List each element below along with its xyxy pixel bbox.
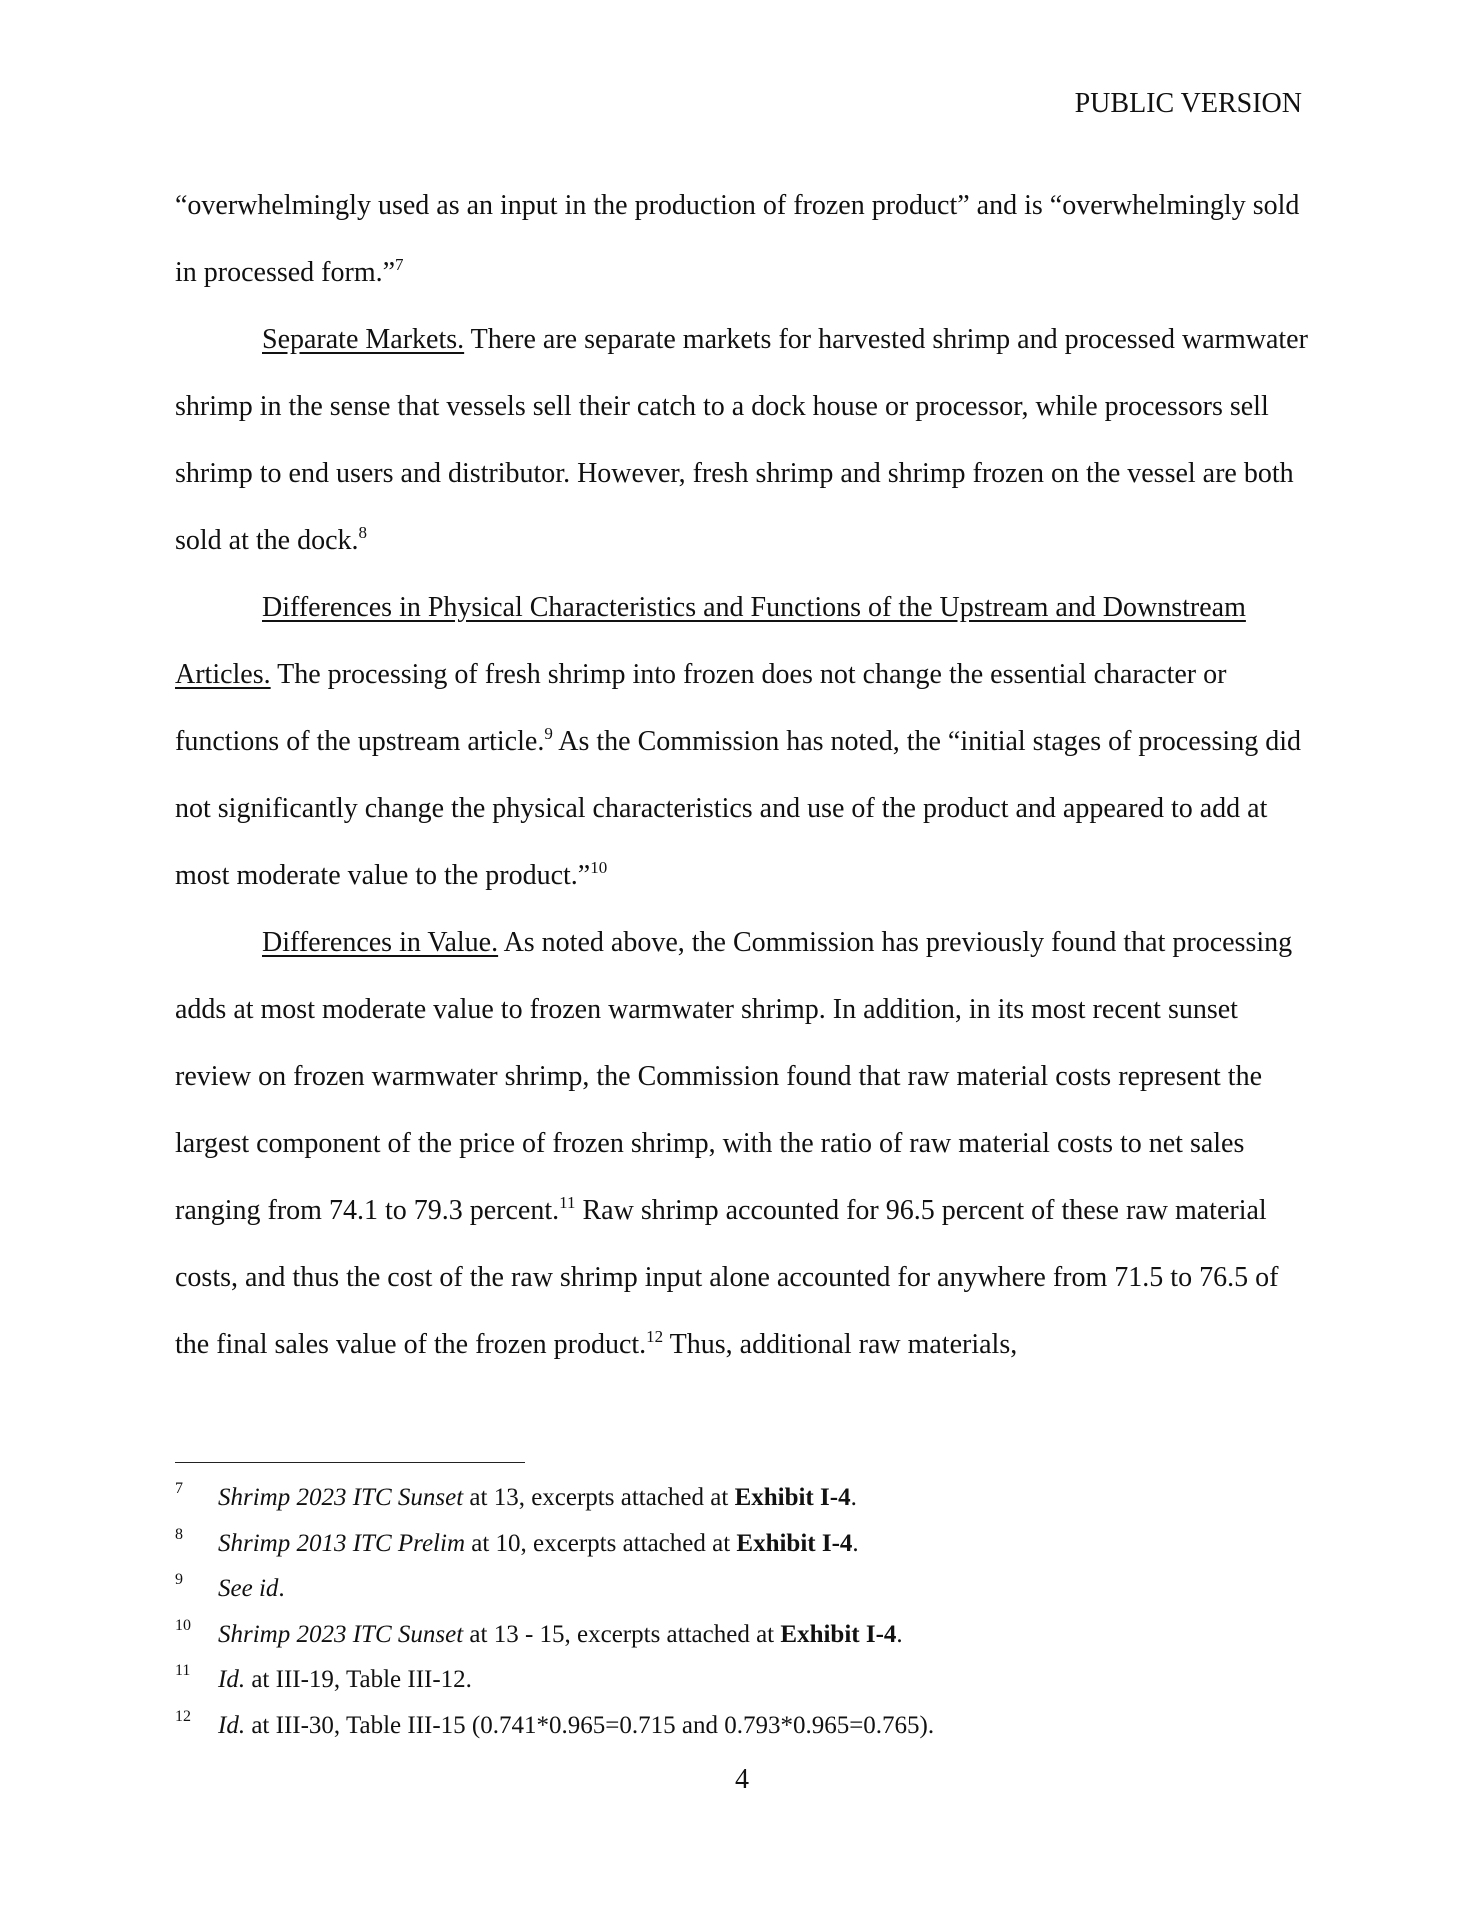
citation-end: . (852, 1529, 859, 1557)
footnote-ref: 12 (646, 1327, 664, 1346)
paragraph-separate-markets (175, 306, 1310, 574)
paragraph-text: Raw shrimp accounted for 96.5 percent of these raw material costs, and thus the cost of the raw shrimp input alone accounted for anywhere from 71.5 to 76.5 of the final sales value of the frozen product. (175, 1195, 1279, 1360)
citation-end: . (896, 1620, 903, 1648)
citation-title: Id. (218, 1711, 246, 1739)
footnote-number: 12 (175, 1707, 191, 1725)
footnote-ref: 11 (559, 1193, 576, 1212)
citation-detail: at 10, excerpts attached at (465, 1529, 737, 1557)
citation-detail: at III-30, Table III-15 (0.741*0.965=0.715 and 0.793*0.965=0.765). (245, 1711, 935, 1739)
footnote-text (218, 1475, 857, 1521)
citation-title: Id. (218, 1666, 246, 1693)
page-number: 4 (735, 1764, 749, 1795)
exhibit-ref: Exhibit I-4 (736, 1529, 853, 1557)
paragraph-text: As the Commission has noted, the “initial stages of processing did not significantly change the physical characteristics and use of the product and appeared to add at most moderate value to the product.” (175, 726, 1301, 891)
footnote (175, 1703, 1310, 1749)
footnote-number: 8 (175, 1525, 183, 1543)
citation-title: Shrimp 2013 ITC Prelim (218, 1529, 465, 1557)
citation-detail: at 13 - 15, excerpts attached at (463, 1620, 781, 1648)
citation-title: See id (218, 1575, 279, 1602)
paragraph-text: There are separate markets for harvested shrimp and processed warmwater shrimp in the sense that vessels sell their catch to a dock house or processor, while processors sell shrimp to end users and distributor. However, fresh shrimp and shrimp frozen on the vessel are both sold at the dock. (175, 324, 1308, 556)
citation-title: Shrimp 2023 ITC Sunset (218, 1620, 464, 1648)
footnote-ref: 9 (544, 724, 553, 743)
citation-end: . (850, 1484, 857, 1511)
section-heading: Separate Markets. (262, 324, 465, 355)
citation-detail: at III-19, Table III-12. (245, 1666, 472, 1693)
citation-title: Shrimp 2023 ITC Sunset (218, 1484, 464, 1511)
footnote-text (218, 1703, 934, 1749)
footnote (175, 1566, 1310, 1612)
footnote-number: 7 (175, 1480, 183, 1497)
footnote-ref: 7 (395, 255, 404, 274)
document-body (175, 172, 1310, 1378)
footnote (175, 1612, 1310, 1658)
paragraph-text: As noted above, the Commission has previously found that processing adds at most moderate value to frozen warmwater shrimp. In addition, in its most recent sunset review on frozen warmwater shrimp, the Commission found that raw material costs represent the largest component of the price of frozen shrimp, with the ratio of raw material costs to net sales ranging from 74.1 to 79.3 percent. (175, 927, 1293, 1226)
footnote-text (218, 1612, 903, 1658)
footnote-number: 11 (175, 1662, 191, 1679)
footnote-text (218, 1521, 859, 1567)
document-header: PUBLIC VERSION (1074, 88, 1302, 119)
paragraph-text: Thus, additional raw materials, (663, 1329, 1018, 1360)
section-heading: Differences in Value. (262, 927, 499, 958)
footnotes-section (175, 1475, 1310, 1748)
footnote-ref: 8 (358, 523, 368, 542)
paragraph-differences-in-value (175, 909, 1310, 1378)
footnote (175, 1475, 1310, 1521)
footnote-text (218, 1566, 285, 1612)
paragraph-physical-characteristics (175, 574, 1310, 909)
section-heading: Differences in Physical Characteristics and Functions of the Upstream and Downstream Articles. (175, 592, 1246, 690)
exhibit-ref: Exhibit I-4 (734, 1484, 851, 1511)
footnote-number: 10 (175, 1616, 191, 1634)
footnote-ref: 10 (590, 858, 608, 877)
footnote (175, 1521, 1310, 1567)
paragraph-text: “overwhelmingly used as an input in the production of frozen product” and is “overwhelmingly sold in processed form.” (175, 190, 1300, 288)
footnote-divider (175, 1462, 525, 1463)
footnote-number: 9 (175, 1571, 183, 1588)
footnote-text (218, 1657, 472, 1703)
exhibit-ref: Exhibit I-4 (780, 1620, 897, 1648)
paragraph-quote (175, 172, 1310, 306)
footnote (175, 1657, 1310, 1703)
citation-detail: at 13, excerpts attached at (463, 1484, 735, 1511)
citation-end: . (278, 1575, 285, 1602)
paragraph-text: The processing of fresh shrimp into frozen does not change the essential character or functions of the upstream article. (175, 659, 1227, 757)
